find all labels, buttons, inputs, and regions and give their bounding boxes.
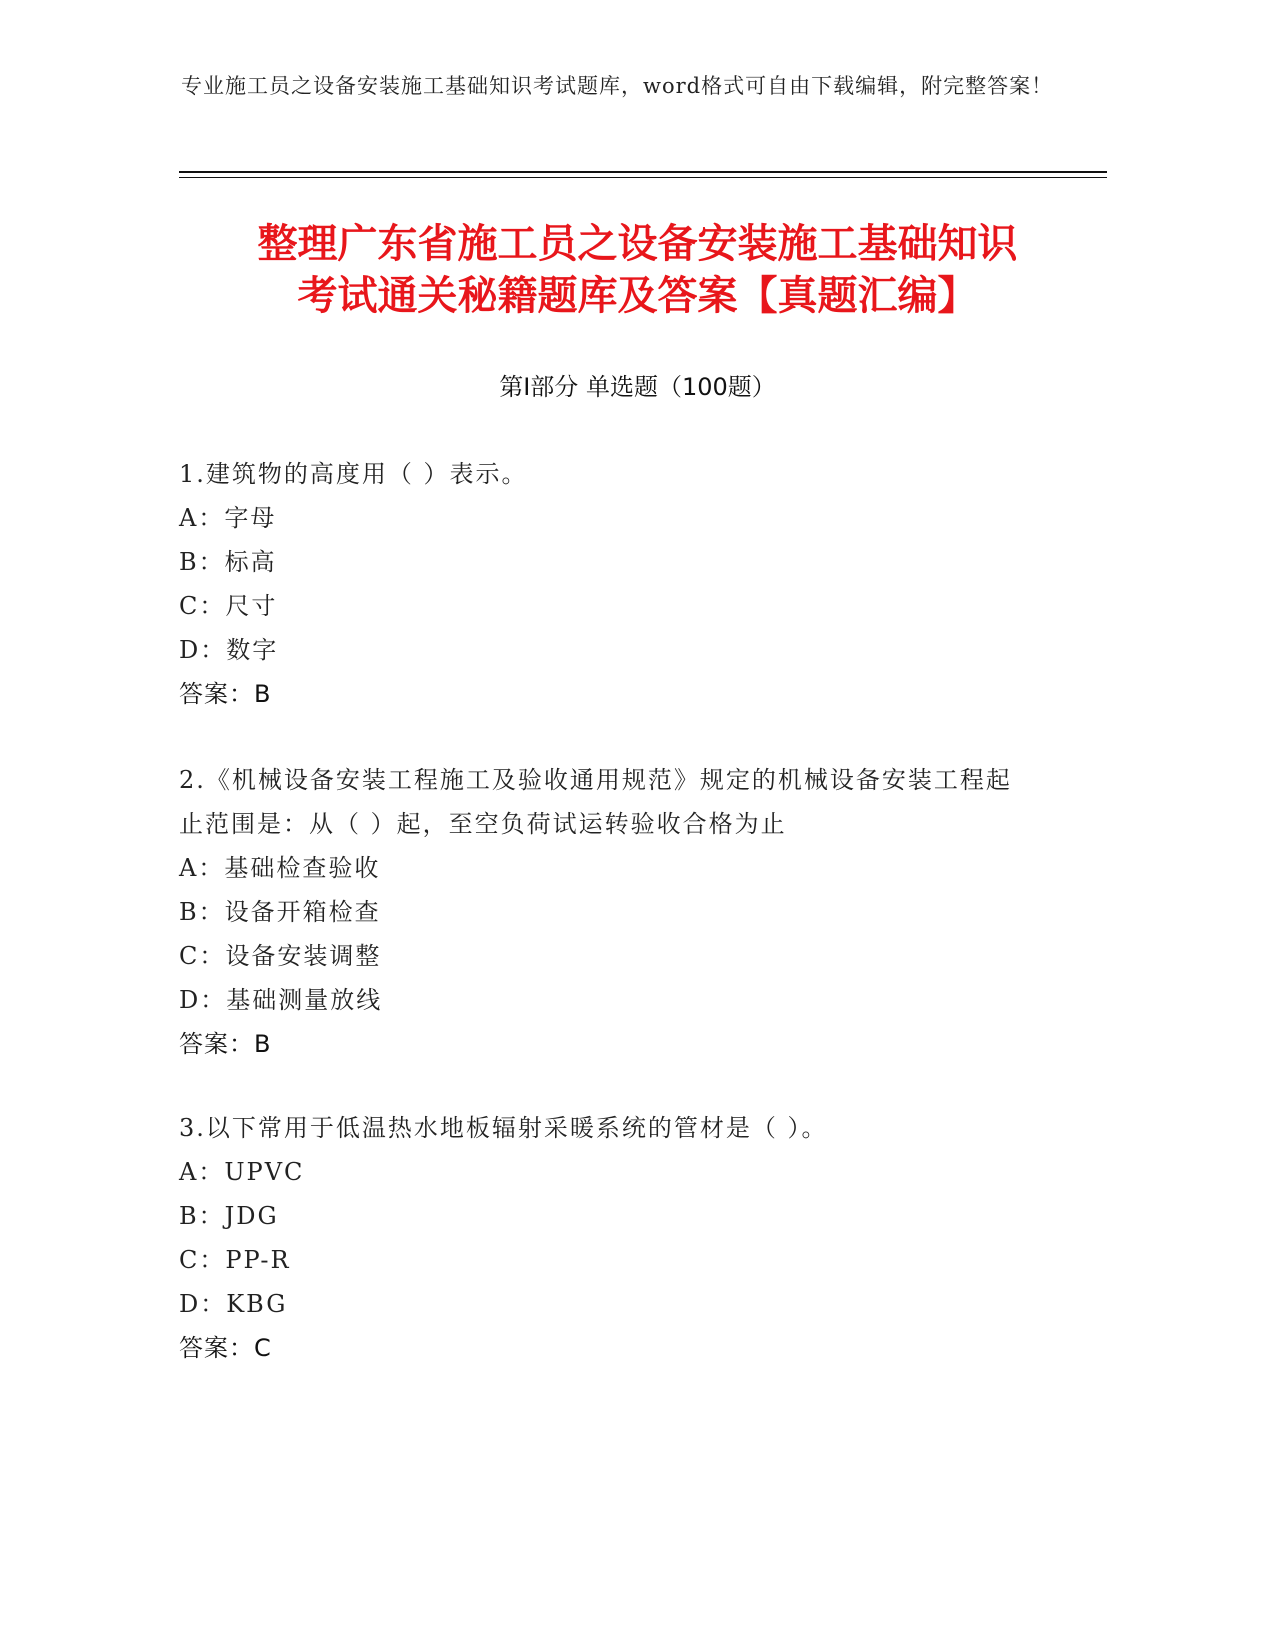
question-stem: 2.《机械设备安装工程施工及验收通用规范》规定的机械设备安装工程起止范围是：从（ ）起，至空负荷试运转验收合格为止 xyxy=(179,766,1012,838)
option-b: B：JDG xyxy=(179,1202,279,1230)
question-block xyxy=(179,452,1079,716)
question-stem: 3.以下常用于低温热水地板辐射采暖系统的管材是（ ）。 xyxy=(179,1114,828,1142)
document-title xyxy=(150,218,1125,322)
header-divider-thick xyxy=(179,171,1107,173)
option-b: B：标高 xyxy=(179,548,277,576)
answer-line: 答案：C xyxy=(179,1334,272,1362)
option-a: A：字母 xyxy=(179,504,277,532)
question-block xyxy=(179,758,1079,1066)
option-a: A：UPVC xyxy=(179,1158,305,1186)
option-d: D：基础测量放线 xyxy=(179,986,383,1014)
header-divider-thin xyxy=(179,177,1107,178)
section-title: 第I部分 单选题（100题） xyxy=(499,373,776,401)
option-c: C：尺寸 xyxy=(179,592,278,620)
option-d: D：KBG xyxy=(179,1290,288,1318)
option-a: A：基础检查验收 xyxy=(179,854,381,882)
answer-line: 答案：B xyxy=(179,1030,272,1058)
option-b: B：设备开箱检查 xyxy=(179,898,381,926)
option-d: D：数字 xyxy=(179,636,279,664)
question-stem: 1.建筑物的高度用（ ）表示。 xyxy=(179,460,528,488)
document-title-line-1: 整理广东省施工员之设备安装施工基础知识 xyxy=(257,221,1018,267)
option-c: C：PP-R xyxy=(179,1246,291,1274)
answer-line: 答案：B xyxy=(179,680,272,708)
question-block xyxy=(179,1106,1079,1370)
header-note: 专业施工员之设备安装施工基础知识考试题库，word格式可自由下载编辑，附完整答案！ xyxy=(181,74,1054,98)
option-c: C：设备安装调整 xyxy=(179,942,382,970)
document-title-line-2: 考试通关秘籍题库及答案【真题汇编】 xyxy=(297,273,978,319)
